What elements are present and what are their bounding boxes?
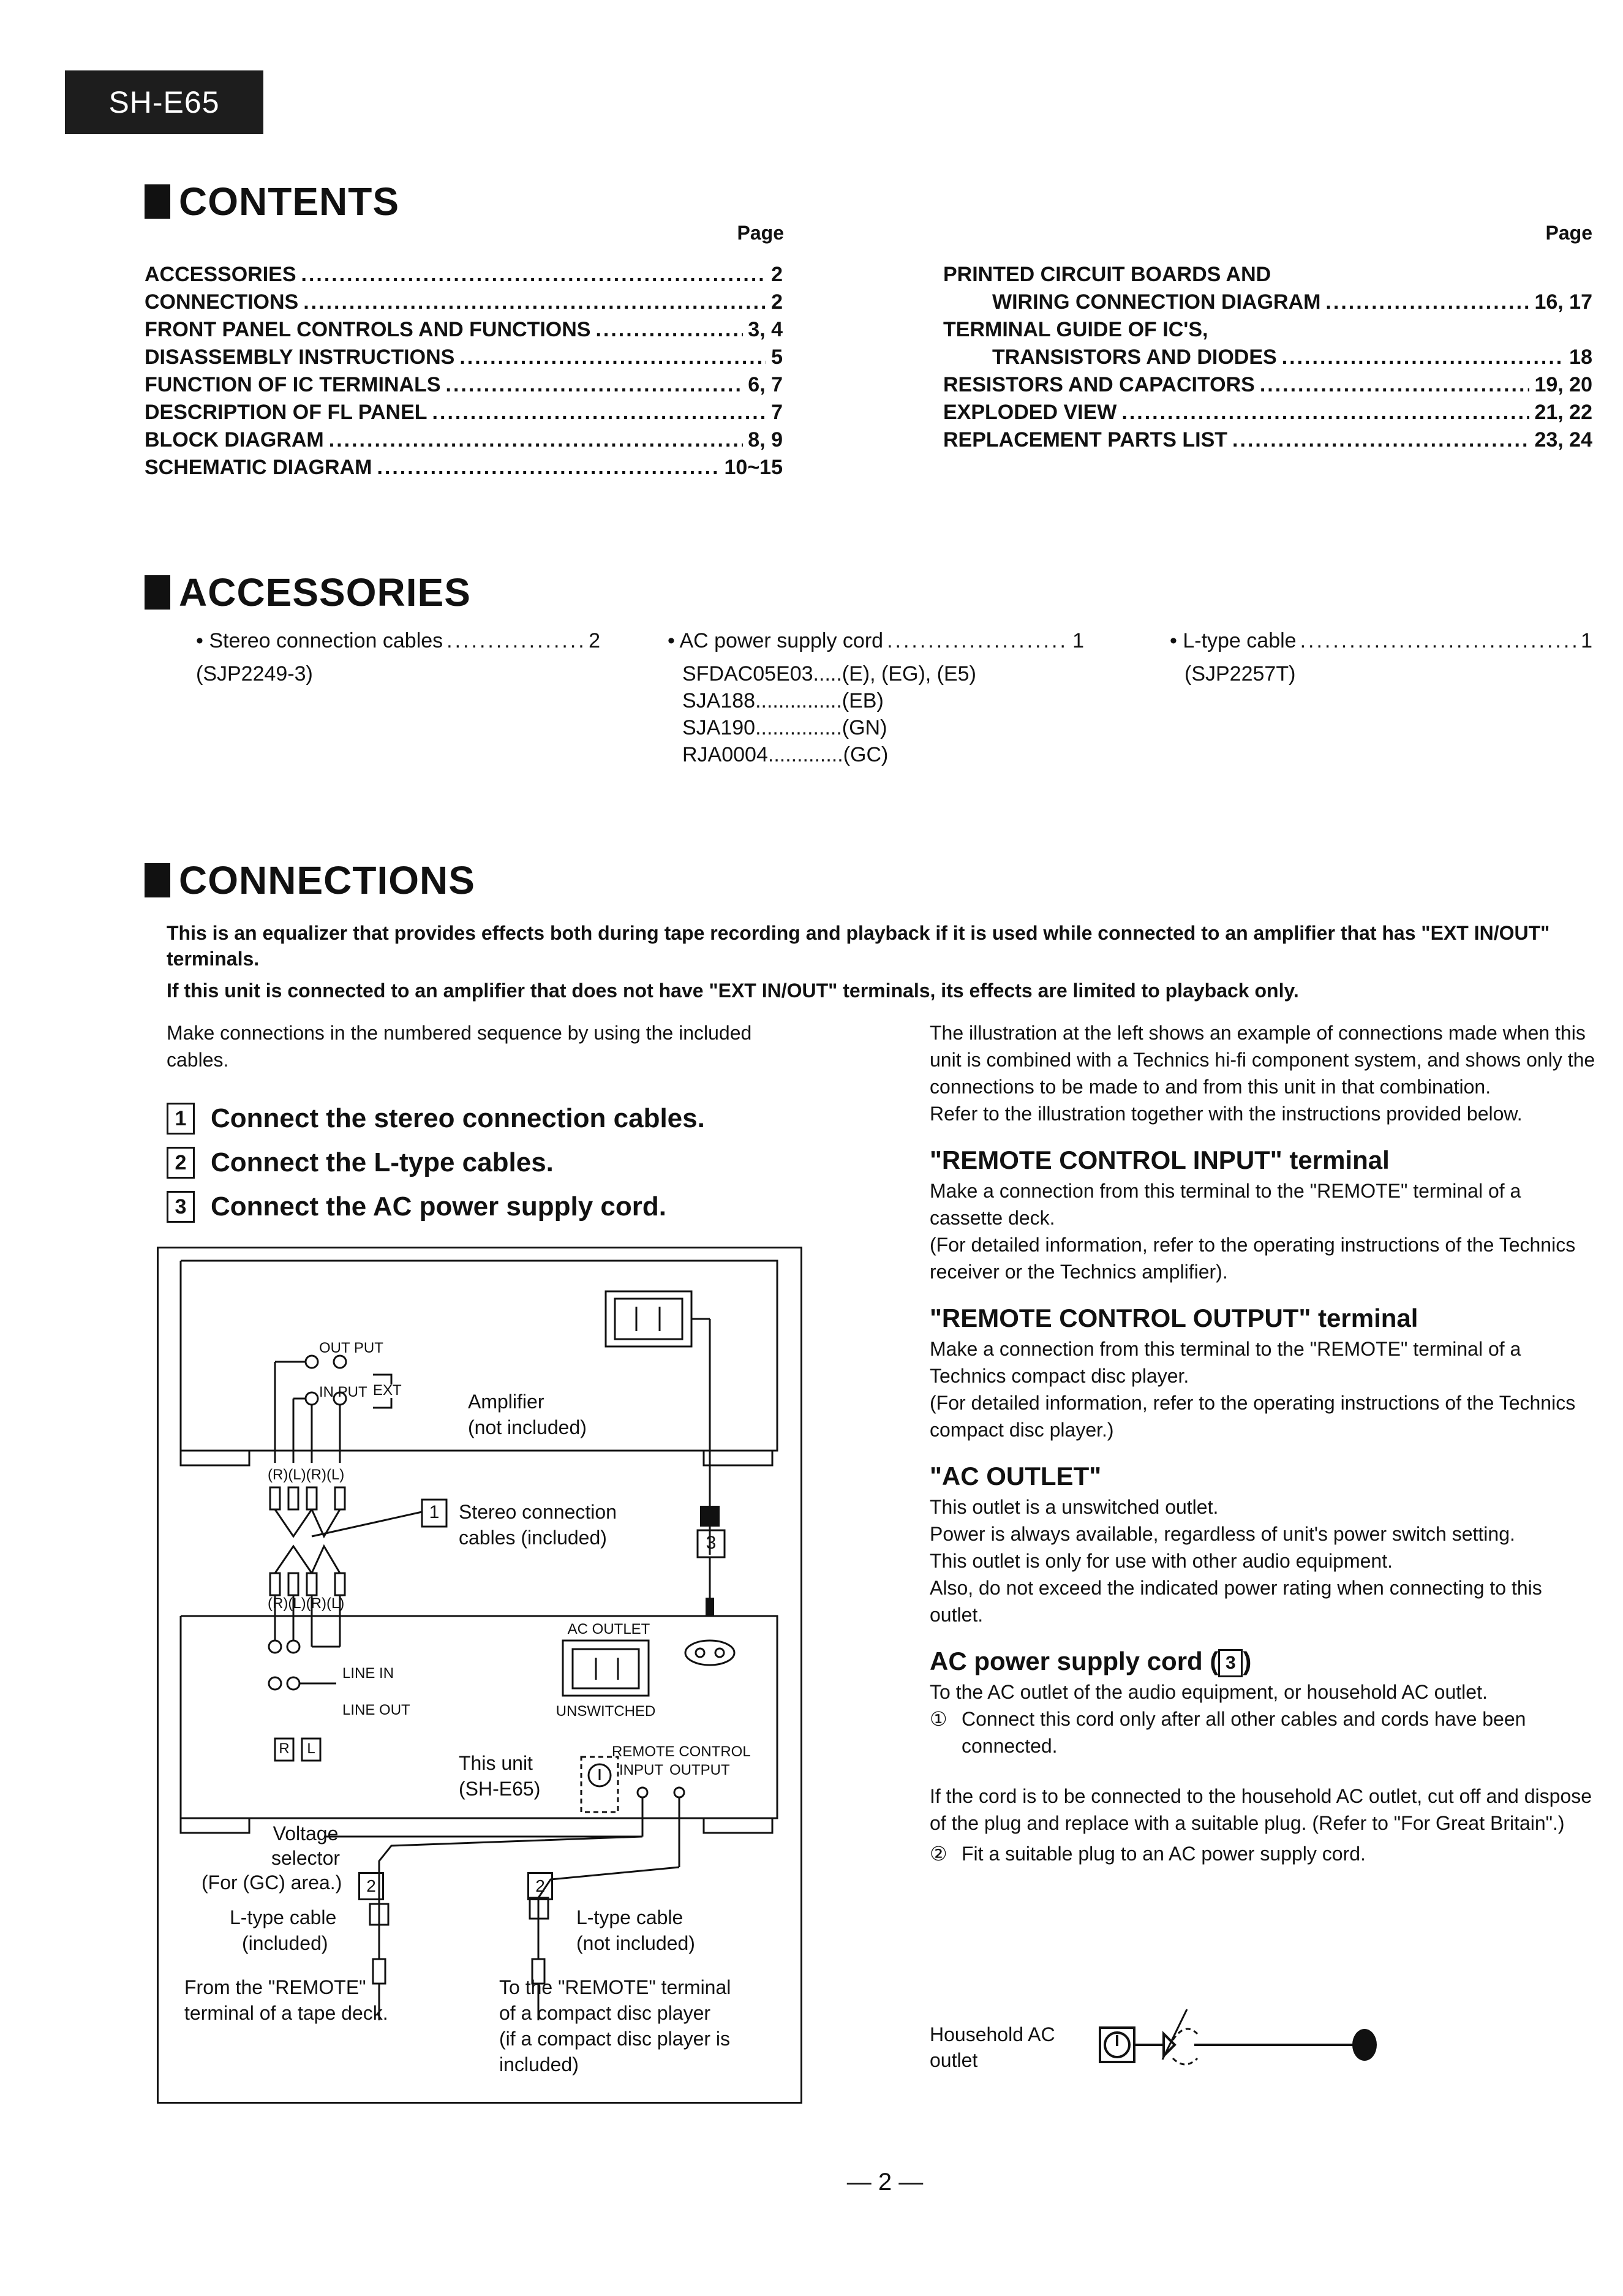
model-tab <box>65 70 263 134</box>
ac-outlet-title: "AC OUTLET" <box>930 1462 1102 1490</box>
remote-input-p2: (For detailed information, refer to the operating instructions of the Technics receiver or the Technics amplifier). <box>930 1234 1576 1283</box>
label-amp-not-included: (not included) <box>468 1416 587 1438</box>
label-out-put: OUT PUT <box>319 1340 383 1356</box>
steps-list <box>167 1097 804 1229</box>
toc-item[interactable]: EXPLODED VIEW ..... 21, 22 <box>943 399 1592 426</box>
household-ac-label: Household AC outlet <box>930 2023 1055 2071</box>
l-mark: L <box>307 1740 315 1757</box>
contents-heading-text: CONTENTS <box>179 179 399 224</box>
remote-output-p1: Make a connection from this terminal to the "REMOTE" terminal of a Technics compact disc player. <box>930 1338 1521 1387</box>
toc-left <box>145 261 783 481</box>
label-unswitched: UNSWITCHED <box>555 1703 656 1720</box>
diagram-step-2a: 2 <box>358 1872 384 1900</box>
label-cd-player: of a compact disc player <box>499 2002 711 2024</box>
toc-item[interactable]: TRANSISTORS AND DIODES ..... 18 <box>943 344 1592 371</box>
label-cables-included: cables (included) <box>459 1527 607 1549</box>
label-rllr-top: (R)(L)(R)(L) <box>268 1467 345 1483</box>
diagram-lines <box>159 1248 800 2102</box>
label-input: INPUT <box>619 1762 663 1778</box>
intro-bold-1: This is an equalizer that provides effects both during tape recording and playback if it is used while connected to an amplifier that has "EXT IN/OUT" terminals. <box>167 922 1550 970</box>
step-2: 2 Connect the L-type cables. <box>167 1141 804 1185</box>
ac-cord-p1: To the AC outlet of the audio equipment, or household AC outlet. <box>930 1681 1488 1703</box>
heading-square-icon <box>145 863 170 897</box>
diagram-step-2b: 2 <box>527 1872 553 1900</box>
ac-cord-note-2: ② Fit a suitable plug to an AC power supply cord. <box>930 1843 1366 1865</box>
r-mark: R <box>279 1740 290 1757</box>
label-included-2: included) <box>499 2053 579 2075</box>
toc-item[interactable]: DESCRIPTION OF FL PANEL ..... 7 <box>145 399 783 426</box>
page-number: — 2 — <box>846 2169 924 2196</box>
ac-outlet-p3: This outlet is only for use with other audio equipment. <box>930 1550 1393 1572</box>
toc-item[interactable]: WIRING CONNECTION DIAGRAM ..... 16, 17 <box>943 289 1592 316</box>
connections-heading-text: CONNECTIONS <box>179 858 475 902</box>
label-rllr-bottom: (R)(L)(R)(L) <box>268 1595 345 1612</box>
toc-item[interactable]: ACCESSORIES ..... 2 <box>145 261 783 289</box>
label-line-in: LINE IN <box>342 1665 394 1682</box>
label-voltage: Voltage <box>273 1822 339 1845</box>
right-column <box>930 1019 1596 1867</box>
ac-outlet-p2: Power is always available, regardless of unit's power switch setting. <box>930 1523 1515 1545</box>
accessory-stereo-cables: • Stereo connection cables ..... 2 (SJP2249-3) <box>196 627 600 687</box>
label-not-included-2: (not included) <box>576 1932 695 1954</box>
accessory-ac-cord: • AC power supply cord ..... 1 SFDAC05E03.....(E), (EG), (E5) SJA188...............(EB) SJA190...............(GN) RJA0004.............(GC) <box>668 627 1084 768</box>
intro-bold-2: If this unit is connected to an amplifier that does not have "EXT IN/OUT" terminals, its effects are limited to playback only. <box>167 980 1299 1002</box>
label-amplifier: Amplifier <box>468 1391 544 1413</box>
label-included: (included) <box>242 1932 328 1954</box>
connections-heading <box>145 858 475 903</box>
model-name: SH-E65 <box>108 85 220 119</box>
label-output: OUTPUT <box>669 1762 730 1778</box>
accessory-ltype-cable: • L-type cable ..... 1 (SJP2257T) <box>1170 627 1592 687</box>
ac-cord-title: AC power supply cord ( 3 ) <box>930 1644 1596 1679</box>
contents-heading <box>145 179 399 224</box>
ac-outlet-p4: Also, do not exceed the indicated power rating when connecting to this outlet. <box>930 1577 1542 1626</box>
step-3: 3 Connect the AC power supply cord. <box>167 1185 804 1229</box>
heading-square-icon <box>145 575 170 610</box>
label-selector: selector <box>271 1847 341 1869</box>
label-remote-control: REMOTE CONTROL <box>612 1743 751 1760</box>
step-1: 1 Connect the stereo connection cables. <box>167 1097 804 1141</box>
toc-right <box>943 261 1592 454</box>
toc-item[interactable]: DISASSEMBLY INSTRUCTIONS ..... 5 <box>145 344 783 371</box>
label-gc-area: (For (GC) area.) <box>201 1871 342 1894</box>
label-tape-deck: terminal of a tape deck. <box>184 2002 388 2024</box>
connection-diagram <box>157 1247 802 2104</box>
label-ltype-left: L-type cable <box>230 1906 337 1928</box>
page-label-left: Page <box>737 222 784 244</box>
toc-item[interactable]: REPLACEMENT PARTS LIST ..... 23, 24 <box>943 426 1592 454</box>
remote-input-p1: Make a connection from this terminal to the "REMOTE" terminal of a cassette deck. <box>930 1180 1521 1229</box>
toc-item[interactable]: FRONT PANEL CONTROLS AND FUNCTIONS ..... 3, 4 <box>145 316 783 344</box>
remote-output-title: "REMOTE CONTROL OUTPUT" terminal <box>930 1304 1418 1332</box>
page-label-right: Page <box>1545 222 1592 244</box>
label-this-unit: This unit <box>459 1752 533 1774</box>
right-para-2: Refer to the illustration together with the instructions provided below. <box>930 1103 1523 1125</box>
label-in-put: IN PUT <box>319 1384 367 1400</box>
label-sh-e65: (SH-E65) <box>459 1778 541 1800</box>
toc-item[interactable]: CONNECTIONS ..... 2 <box>145 289 783 316</box>
label-if-cd: (if a compact disc player is <box>499 2028 731 2050</box>
toc-item[interactable]: RESISTORS AND CAPACITORS ..... 19, 20 <box>943 371 1592 399</box>
right-para-1: The illustration at the left shows an example of connections made when this unit is combined with a Technics hi-fi component system, and shows only the connections to be made to and from this unit in that combination. <box>930 1022 1595 1098</box>
heading-square-icon <box>145 184 170 219</box>
label-stereo-cables: Stereo connection <box>459 1501 617 1523</box>
remote-input-title: "REMOTE CONTROL INPUT" terminal <box>930 1146 1390 1174</box>
left-para: Make connections in the numbered sequence by using the included cables. <box>167 1022 752 1071</box>
label-ac-outlet: AC OUTLET <box>567 1621 650 1637</box>
ac-cord-note-1: ① Connect this cord only after all other cables and cords have been connected. <box>930 1708 1526 1757</box>
label-to-remote: To the "REMOTE" terminal <box>499 1976 731 1998</box>
toc-item[interactable]: PRINTED CIRCUIT BOARDS AND <box>943 263 1271 286</box>
label-ltype-right: L-type cable <box>576 1906 683 1928</box>
diagram-step-1: 1 <box>429 1502 440 1522</box>
accessories-heading-text: ACCESSORIES <box>179 570 471 614</box>
label-from-remote: From the "REMOTE" <box>184 1976 366 1998</box>
diagram-step-3: 3 <box>706 1533 717 1553</box>
remote-output-p2: (For detailed information, refer to the operating instructions of the Technics compact disc player.) <box>930 1392 1576 1441</box>
ac-cord-p2: If the cord is to be connected to the household AC outlet, cut off and dispose of the plug and replace with a suitable plug. (Refer to "For Great Britain".) <box>930 1785 1592 1834</box>
label-ext: EXT <box>373 1382 402 1399</box>
ac-outlet-p1: This outlet is a unswitched outlet. <box>930 1496 1219 1518</box>
accessories-heading <box>145 570 471 615</box>
label-line-out: LINE OUT <box>342 1702 410 1718</box>
toc-item[interactable]: TERMINAL GUIDE OF IC'S, <box>943 318 1208 341</box>
toc-item[interactable]: BLOCK DIAGRAM ..... 8, 9 <box>145 426 783 454</box>
toc-item[interactable]: SCHEMATIC DIAGRAM ..... 10~15 <box>145 454 783 481</box>
plug-cut-icon <box>1096 2003 1384 2077</box>
toc-item[interactable]: FUNCTION OF IC TERMINALS ..... 6, 7 <box>145 371 783 399</box>
